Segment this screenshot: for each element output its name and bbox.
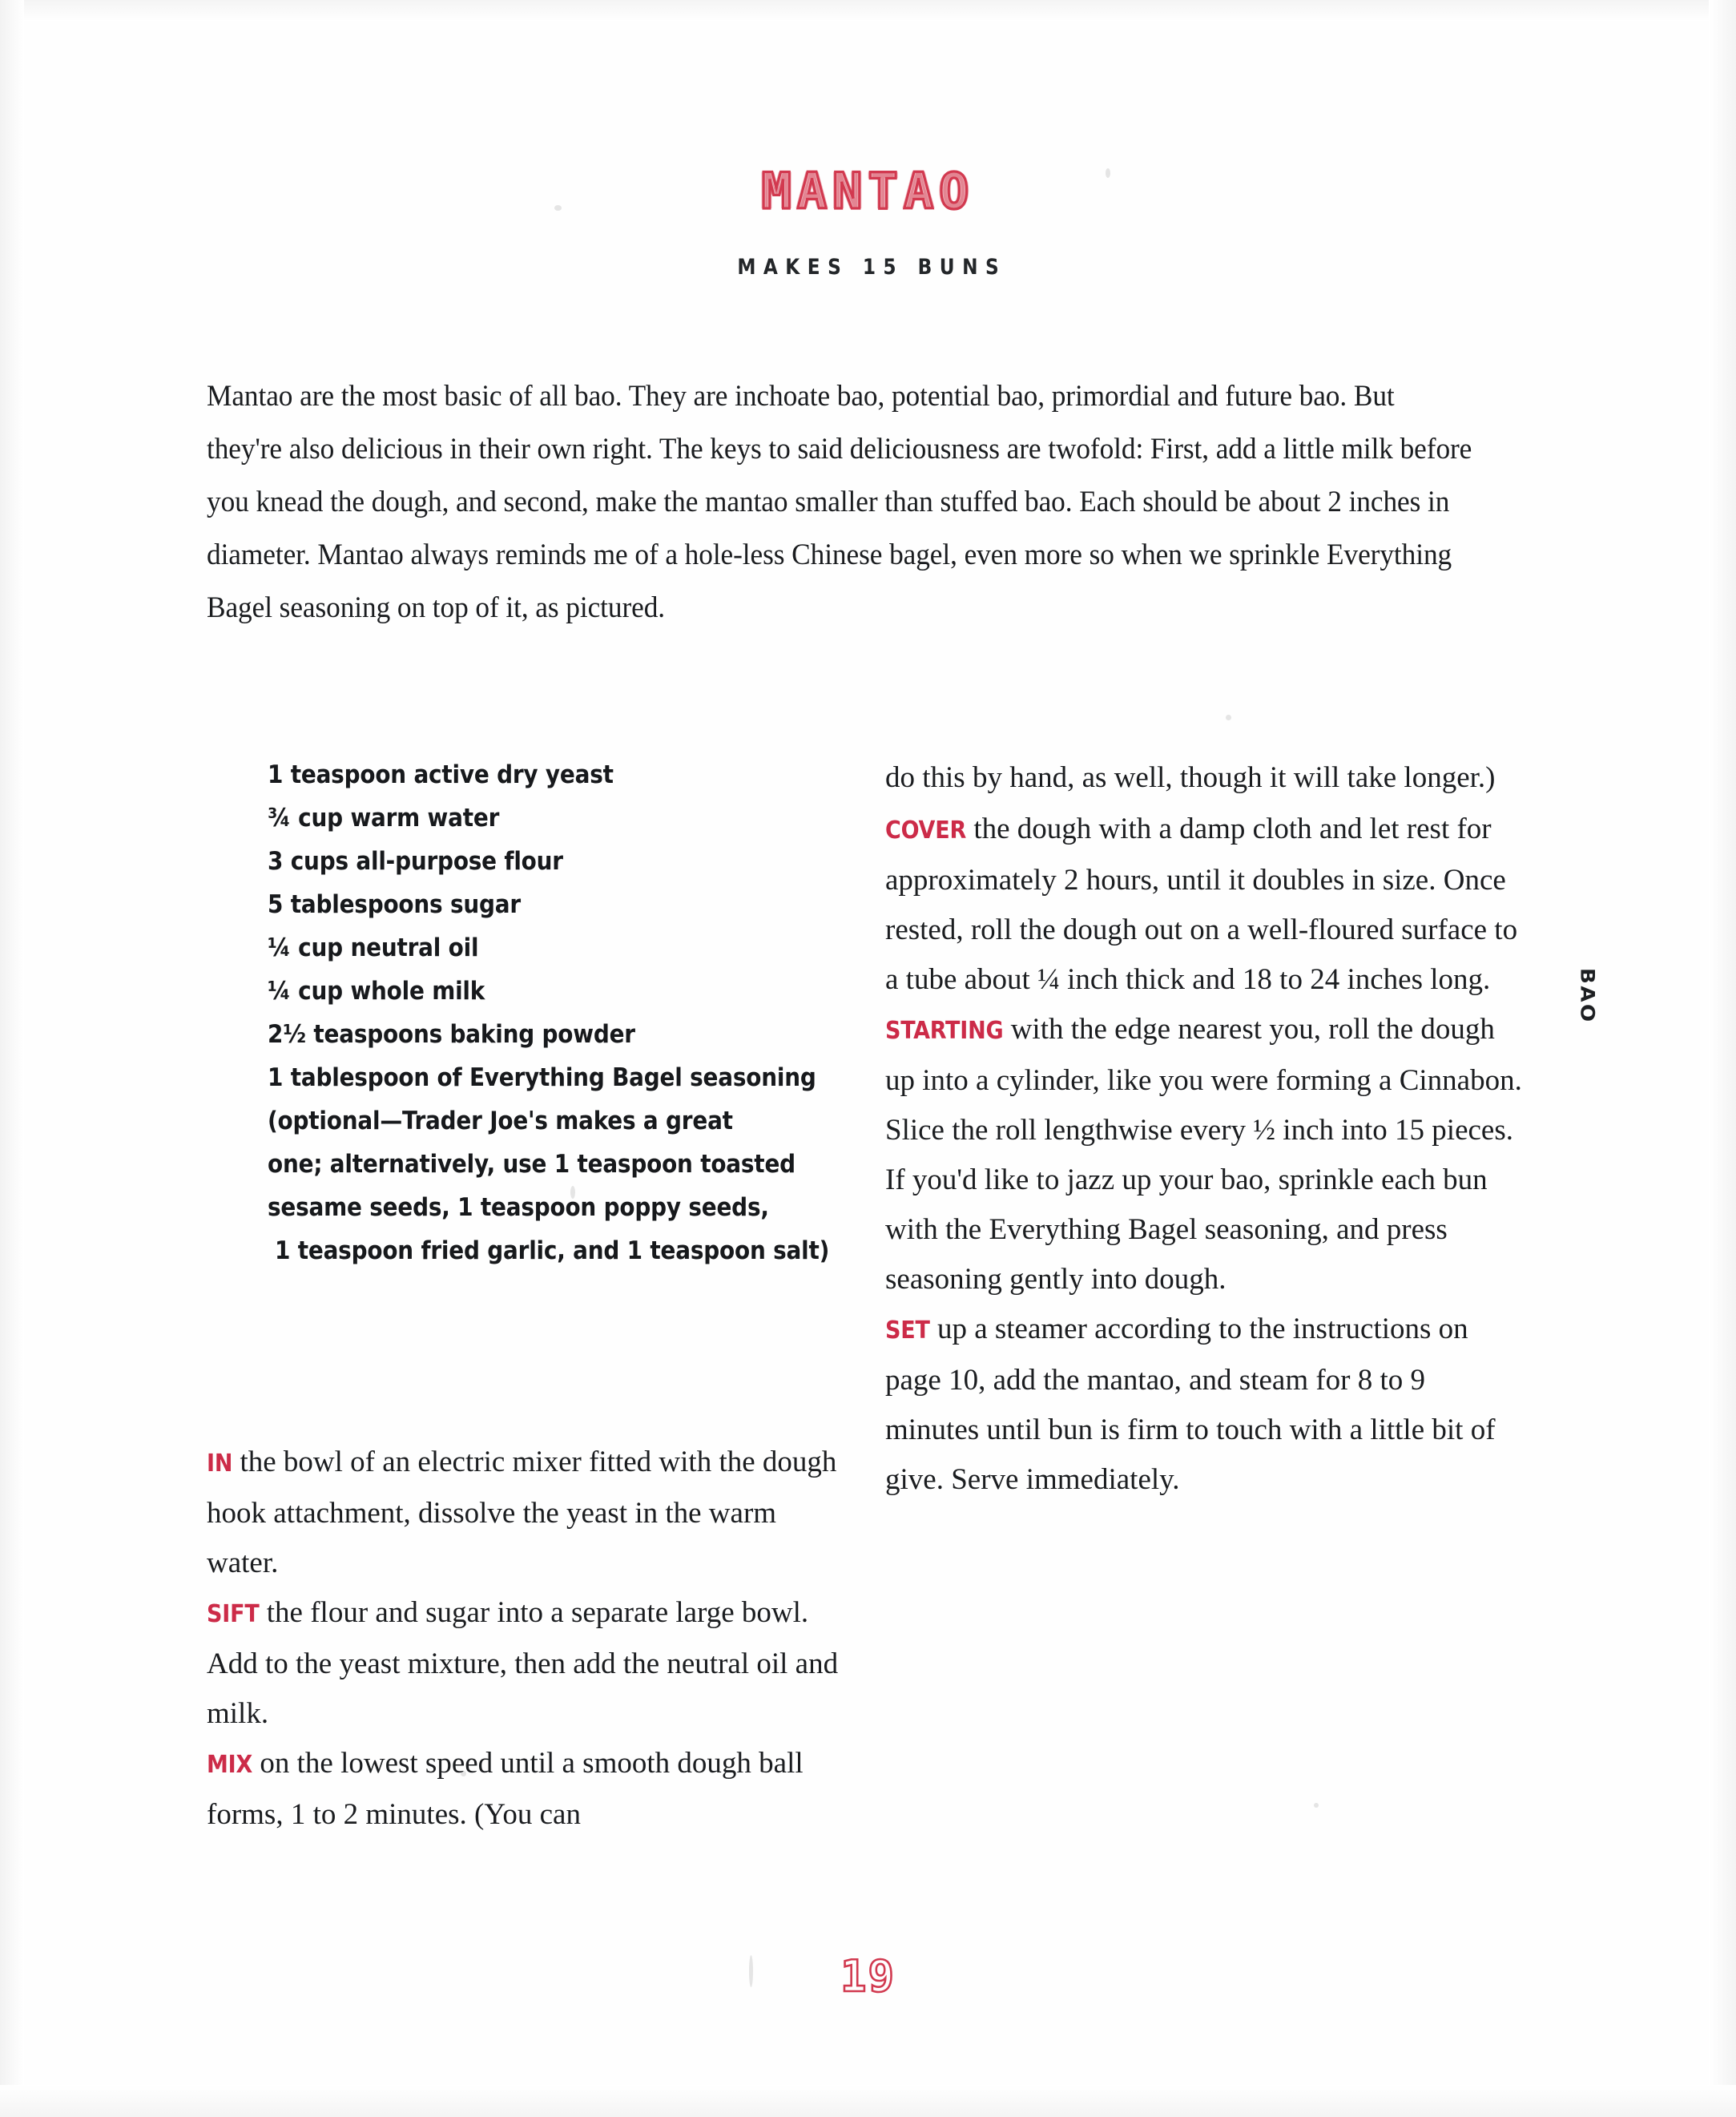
scan-speck [1226, 715, 1231, 720]
ingredient-item: sesame seeds, 1 teaspoon poppy seeds, [268, 1193, 769, 1222]
scan-edge-bottom [0, 2085, 1736, 2117]
intro-paragraph: Mantao are the most basic of all bao. They are inchoate bao, potential bao, primordial and future bao. But they're also delicious in their own right. The keys to said deliciousness are twofold: First, add a little milk before you knead the dough, and second, make the mantao smaller than stuffed bao. Each should be about 2 inches in diameter. Mantao always reminds me of a hole-less Chinese bagel, even more so when we sprinkle Everything Bagel seasoning on top of it, as pictured. [207, 380, 1472, 624]
step-keyword: SIFT [207, 1600, 260, 1628]
body-columns [0, 753, 1736, 1835]
ingredient-item: 2½ teaspoons baking powder [268, 1020, 635, 1049]
column-left [207, 753, 848, 1840]
step-text: with the edge nearest you, roll the dough up into a cylinder, like you were forming a Cinnabon. Slice the roll lengthwise every ½ inch into 15 pieces. If you'd like to jazz up your bao, sprinkle each bun with the Everything Bagel seasoning, and press seasoning gently into dough. [885, 1013, 1522, 1296]
method-step [885, 1304, 1526, 1505]
step-keyword: COVER [885, 817, 967, 845]
page-title [0, 162, 1736, 220]
method-step [207, 1438, 848, 1588]
method-step [885, 753, 1526, 804]
page-title-text: MANTAO [761, 162, 975, 220]
ingredient-item: 3 cups all-purpose flour [268, 847, 563, 876]
page-number: 19 [840, 1951, 896, 2002]
step-text: on the lowest speed until a smooth dough ball forms, 1 to 2 minutes. (You can [207, 1747, 804, 1831]
step-keyword: IN [207, 1450, 233, 1478]
step-text: the dough with a damp cloth and let rest for approximately 2 hours, until it doubles in size. Once rested, roll the dough out on a well-floured surface to a tube about ¼ inch thick and 18 to 24 inches long. [885, 813, 1518, 996]
ingredient-item: 5 tablespoons sugar [268, 890, 521, 919]
ingredient-item: 1 teaspoon active dry yeast [268, 760, 614, 789]
ingredient-item: ¾ cup warm water [268, 804, 500, 833]
method-step [885, 1005, 1526, 1304]
step-text: the flour and sugar into a separate large bowl. Add to the yeast mixture, then add the neutral oil and milk. [207, 1596, 839, 1730]
ingredient-item: one; alternatively, use 1 teaspoon toasted [268, 1150, 795, 1179]
step-text: do this by hand, as well, though it will take longer.) [885, 761, 1496, 794]
running-head-chapter: BAO [1576, 968, 1598, 1024]
ingredient-item: ¼ cup whole milk [268, 977, 485, 1006]
method-steps-left [207, 1438, 848, 1840]
ingredient-item: 1 teaspoon fried garlic, and 1 teaspoon salt) [275, 1236, 830, 1265]
column-right [885, 753, 1526, 1505]
method-steps-right [885, 753, 1526, 1505]
ingredients-list [268, 753, 848, 1272]
ingredient-item: 1 tablespoon of Everything Bagel seasoning [268, 1063, 816, 1092]
step-text: up a steamer according to the instructions on page 10, add the mantao, and steam for 8 to 9 minutes until bun is firm to touch with a little bit of give. Serve immediately. [885, 1313, 1496, 1496]
ingredient-item: (optional—Trader Joe's makes a great [268, 1107, 733, 1135]
method-step [207, 1739, 848, 1840]
step-text: the bowl of an electric mixer fitted with the dough hook attachment, dissolve the yeast in the warm water. [207, 1446, 837, 1579]
step-keyword: MIX [207, 1751, 253, 1779]
scan-edge-top [0, 0, 1736, 21]
method-step [207, 1588, 848, 1739]
ingredient-item: ¼ cup neutral oil [268, 933, 479, 962]
method-step [885, 804, 1526, 1005]
step-keyword: SET [885, 1317, 930, 1345]
step-keyword: STARTING [885, 1017, 1004, 1045]
recipe-yield: MAKES 15 BUNS [737, 255, 1007, 280]
